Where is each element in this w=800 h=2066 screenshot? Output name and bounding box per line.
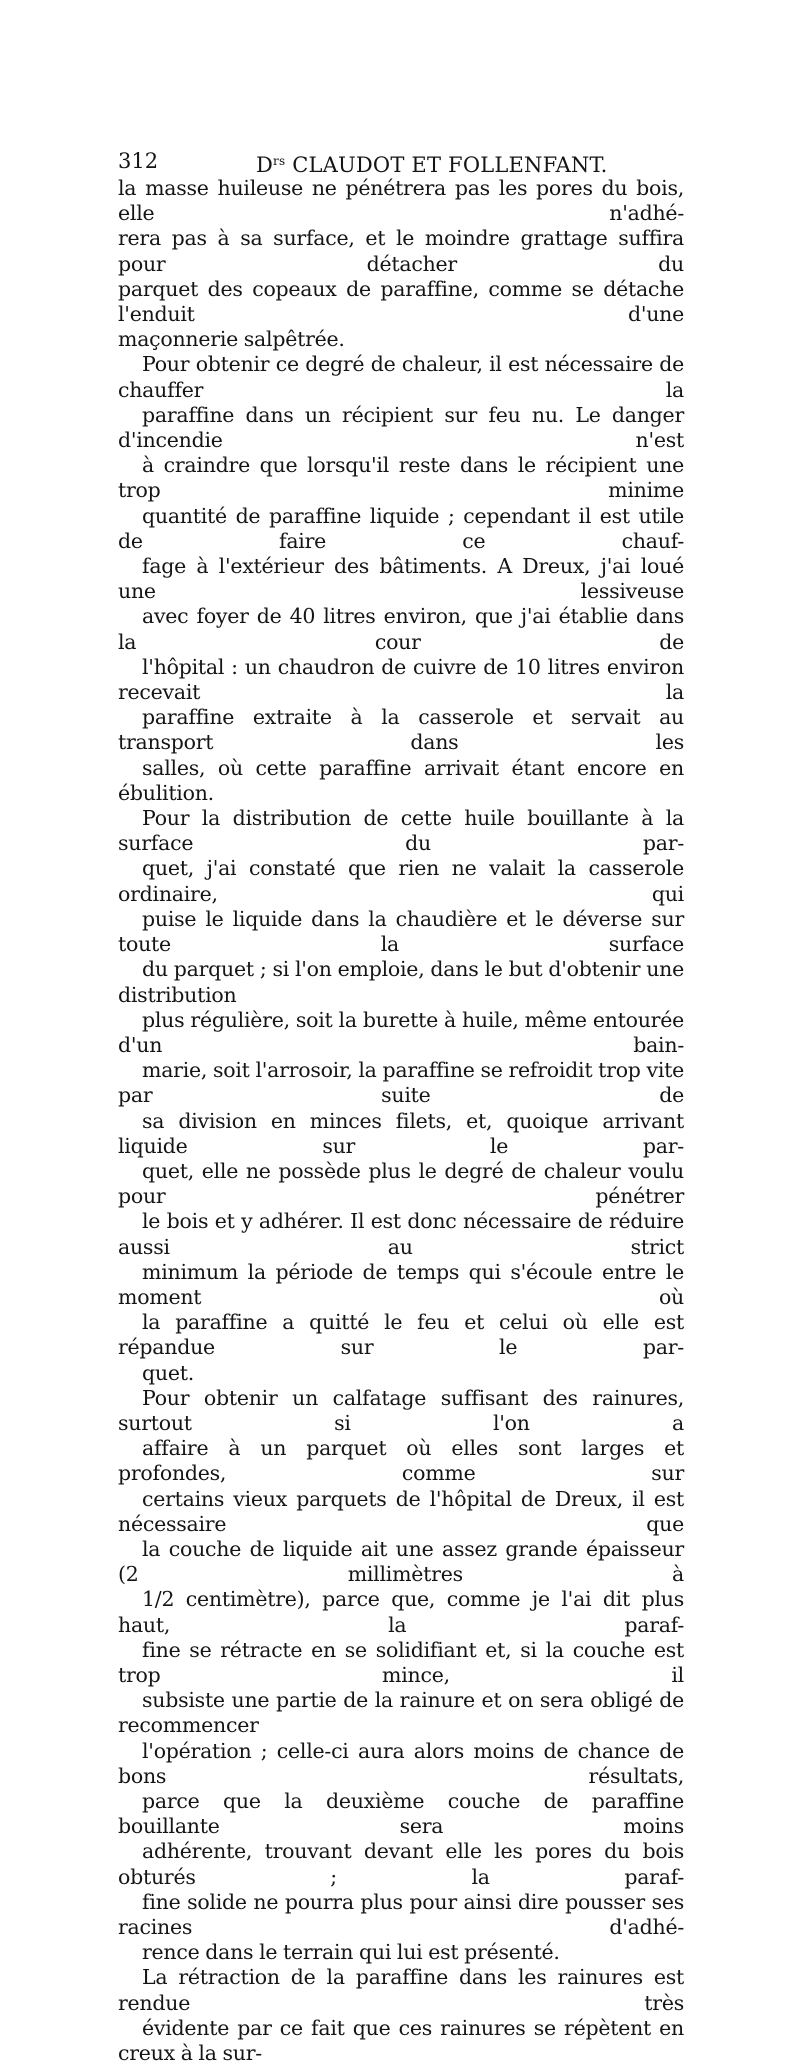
- text-line: la paraffine a quitté le feu et celui où elle est répandue sur le par-: [118, 1310, 684, 1360]
- text-line: avec foyer de 40 litres environ, que j'ai établie dans la cour de: [118, 604, 684, 654]
- paragraph: [118, 176, 684, 352]
- text-line: quet, j'ai constaté que rien ne valait la casserole ordinaire, qui: [118, 856, 684, 906]
- text-line: le bois et y adhérer. Il est donc nécessaire de réduire aussi au strict: [118, 1209, 684, 1259]
- paragraph: [118, 806, 684, 1386]
- text-line: à craindre que lorsqu'il reste dans le récipient une trop minime: [118, 453, 684, 503]
- text-line: sa division en minces filets, et, quoique arrivant liquide sur le par-: [118, 1108, 684, 1158]
- text-line: minimum la période de temps qui s'écoule entre le moment où: [118, 1259, 684, 1309]
- text-line: fage à l'extérieur des bâtiments. A Dreux, j'ai loué une lessiveuse: [118, 554, 684, 604]
- text-line: subsiste une partie de la rainure et on sera obligé de recommencer: [118, 1688, 684, 1738]
- body-text: [118, 176, 684, 2066]
- text-line: quet, elle ne possède plus le degré de chaleur voulu pour pénétrer: [118, 1158, 684, 1209]
- paragraph: [118, 1386, 684, 1966]
- text-line: plus régulière, soit la burette à huile, même entourée d'un bain-: [118, 1007, 684, 1057]
- text-line: rera pas à sa surface, et le moindre grattage suffira pour détacher du: [118, 226, 684, 276]
- text-line: puise le liquide dans la chaudière et le déverse sur toute la surface: [118, 906, 684, 957]
- text-line: fine se rétracte en se solidifiant et, si la couche est trop mince, il: [118, 1637, 684, 1687]
- text-line: marie, soit l'arrosoir, la paraffine se refroidit trop vite par suite de: [118, 1058, 684, 1108]
- author-names: CLAUDOT ET FOLLENFANT.: [285, 153, 608, 177]
- text-line: salles, où cette paraffine arrivait étant encore en ébulition.: [118, 755, 684, 805]
- page-number: 312: [118, 149, 159, 173]
- text-line: quantité de paraffine liquide ; cependant il est utile de faire ce chauf-: [118, 503, 684, 553]
- text-line: adhérente, trouvant devant elle les pores du bois obturés ; la paraf-: [118, 1839, 684, 1889]
- text-line: certains vieux parquets de l'hôpital de Dreux, il est nécessaire que: [118, 1486, 684, 1536]
- text-line: La rétraction de la paraffine dans les rainures est rendue très: [118, 1965, 684, 2015]
- running-header: [118, 146, 684, 176]
- running-title: [256, 146, 608, 180]
- text-line: du parquet ; si l'on emploie, dans le but d'obtenir une distribution: [118, 957, 684, 1007]
- author-prefix: D: [256, 153, 274, 177]
- text-line: Pour la distribution de cette huile bouillante à la surface du par-: [118, 806, 684, 856]
- text-line: parce que la deuxième couche de paraffine bouillante sera moins: [118, 1789, 684, 1839]
- text-line: l'hôpital : un chaudron de cuivre de 10 litres environ recevait la: [118, 654, 684, 705]
- paragraph: [118, 1965, 684, 2066]
- text-line: quet.: [142, 1360, 194, 1385]
- text-line: l'opération ; celle-ci aura alors moins de chance de bons résultats,: [118, 1738, 684, 1788]
- author-prefix-superscript: rs: [273, 154, 286, 168]
- text-line: maçonnerie salpêtrée.: [118, 327, 345, 352]
- text-line: la masse huileuse ne pénétrera pas les pores du bois, elle n'adhé-: [118, 176, 684, 226]
- text-line: paraffine extraite à la casserole et servait au transport dans les: [118, 705, 684, 755]
- text-line: la couche de liquide ait une assez grande épaisseur (2 millimètres à: [118, 1536, 684, 1587]
- text-line: paraffine dans un récipient sur feu nu. Le danger d'incendie n'est: [118, 402, 684, 453]
- text-line: fine solide ne pourra plus pour ainsi dire pousser ses racines d'adhé-: [118, 1889, 684, 1940]
- paragraph: [118, 352, 684, 806]
- text-line: affaire à un parquet où elles sont larges et profondes, comme sur: [118, 1436, 684, 1486]
- text-line: parquet des copeaux de paraffine, comme se détache l'enduit d'une: [118, 276, 684, 327]
- text-line: rence dans le terrain qui lui est présenté.: [142, 1940, 560, 1965]
- text-line: évidente par ce fait que ces rainures se répètent en creux à la sur-: [118, 2015, 684, 2066]
- text-line: Pour obtenir ce degré de chaleur, il est nécessaire de chauffer la: [118, 352, 684, 402]
- text-line: 1/2 centimètre), parce que, comme je l'ai dit plus haut, la paraf-: [118, 1587, 684, 1637]
- text-line: Pour obtenir un calfatage suffisant des rainures, surtout si l'on a: [118, 1385, 684, 1435]
